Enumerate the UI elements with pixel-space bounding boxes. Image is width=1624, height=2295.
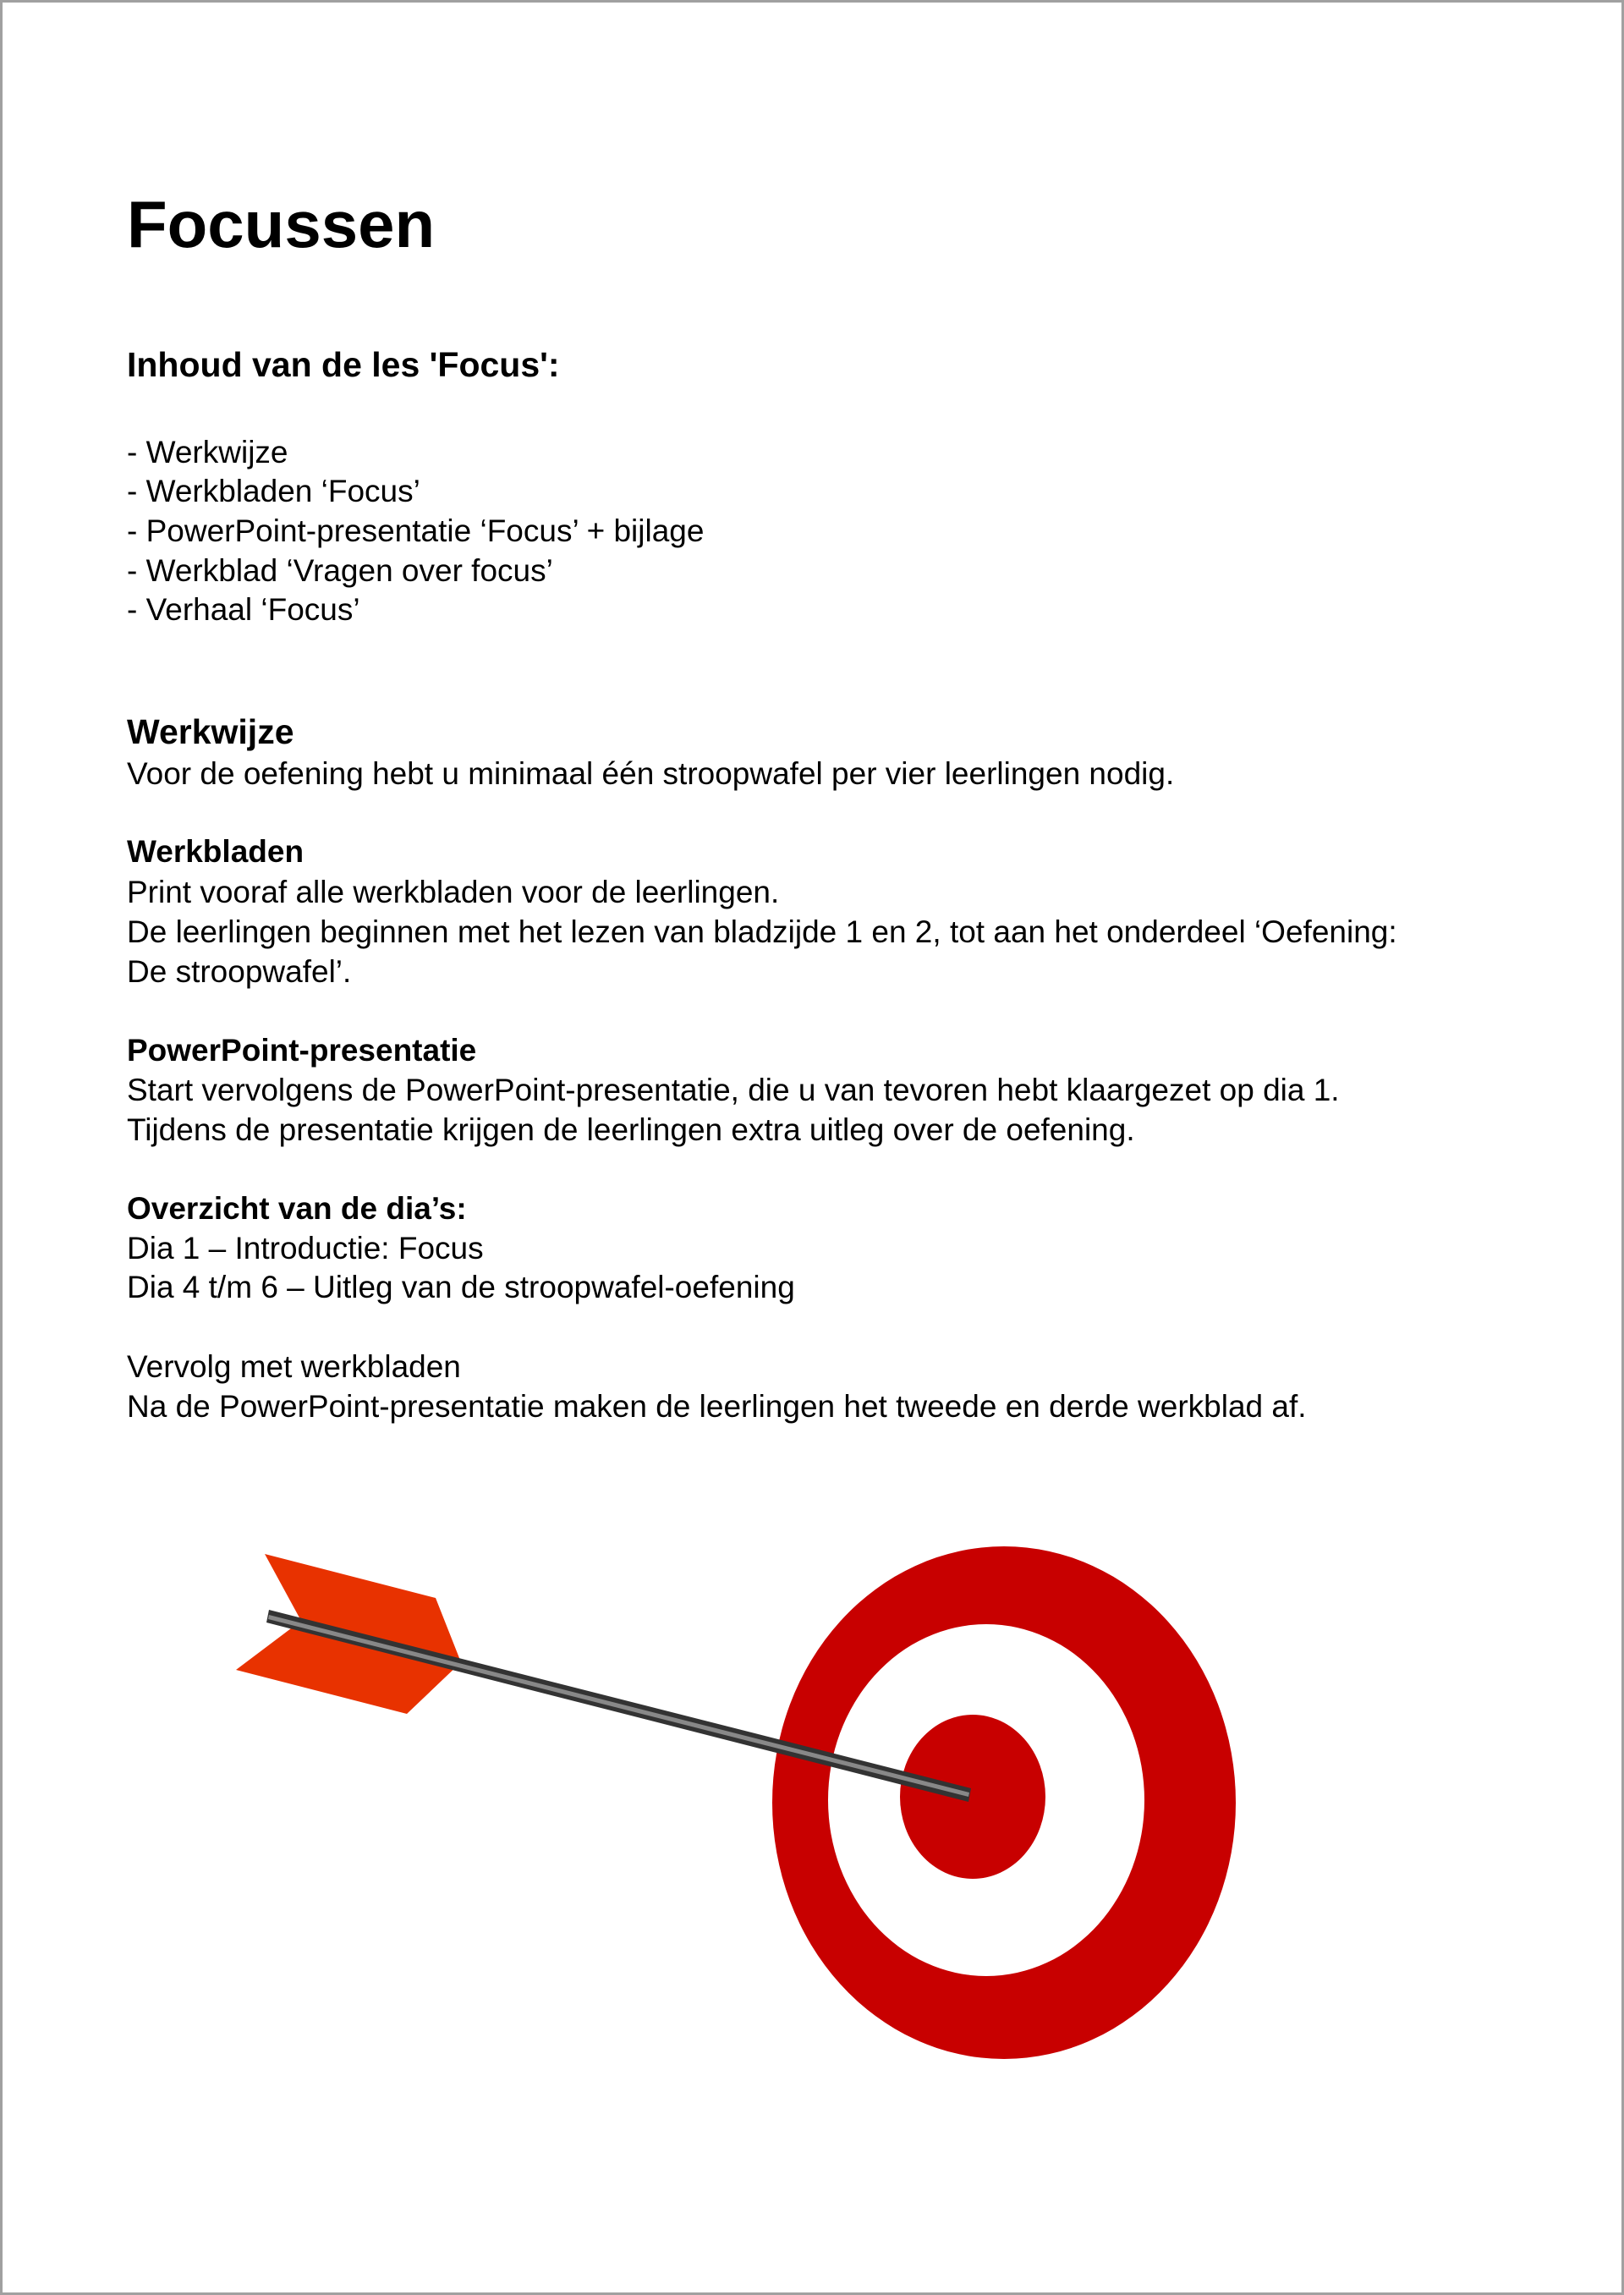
overzicht-line: Dia 1 – Introductie: Focus: [127, 1231, 484, 1266]
vervolg-line: Na de PowerPoint-presentatie maken de leerlingen het tweede en derde werkblad af.: [127, 1389, 1307, 1424]
overzicht-heading: Overzicht van de dia’s:: [127, 1191, 467, 1226]
powerpoint-line: Start vervolgens de PowerPoint-presentatie, die u van tevoren hebt klaargezet op dia 1.: [127, 1073, 1340, 1107]
werkbladen-line: Print vooraf alle werkbladen voor de leerlingen.: [127, 875, 780, 909]
target-icon: [772, 1546, 1236, 2059]
powerpoint-line: Tijdens de presentatie krijgen de leerlingen extra uitleg over de oefening.: [127, 1112, 1135, 1147]
list-item: - Werkwijze: [127, 435, 288, 469]
werkbladen-line: De stroopwafel’.: [127, 954, 352, 989]
list-item: - Verhaal ‘Focus’: [127, 592, 360, 627]
page-title: Focussen: [127, 187, 436, 261]
werkwijze-text: Voor de oefening hebt u minimaal één stroopwafel per vier leerlingen nodig.: [127, 756, 1175, 791]
vervolg-line: Vervolg met werkbladen: [127, 1349, 461, 1384]
list-item: - PowerPoint-presentatie ‘Focus’ + bijlage: [127, 513, 705, 548]
list-item: - Werkblad ‘Vragen over focus’: [127, 553, 553, 588]
werkbladen-line: De leerlingen beginnen met het lezen van bladzijde 1 en 2, tot aan het onderdeel ‘Oefening:: [127, 914, 1397, 949]
werkbladen-heading: Werkbladen: [127, 834, 304, 869]
list-item: - Werkbladen ‘Focus’: [127, 474, 420, 508]
contents-heading: Inhoud van de les 'Focus':: [127, 345, 560, 384]
powerpoint-heading: PowerPoint-presentatie: [127, 1033, 477, 1068]
overzicht-line: Dia 4 t/m 6 – Uitleg van de stroopwafel-oefening: [127, 1270, 795, 1304]
werkwijze-heading: Werkwijze: [127, 712, 294, 751]
